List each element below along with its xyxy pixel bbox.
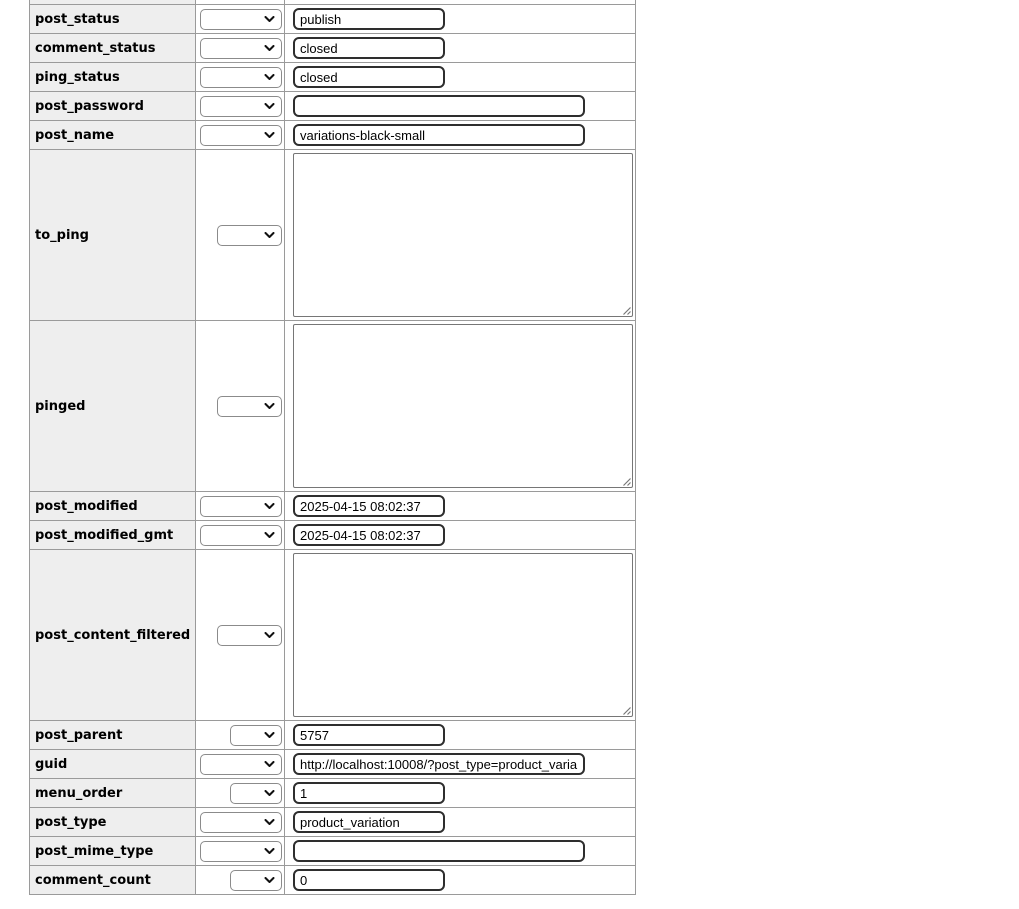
function-select[interactable]	[200, 812, 282, 833]
field-value-textarea-wrap	[293, 153, 633, 317]
function-cell	[196, 121, 285, 150]
field-label-cell	[30, 492, 196, 521]
field-label: post_password	[35, 99, 144, 114]
function-select-wrap	[230, 725, 282, 746]
field-label: guid	[35, 757, 68, 772]
field-value-input[interactable]	[293, 724, 445, 746]
field-value-textarea-wrap	[293, 324, 633, 488]
value-cell	[285, 321, 636, 492]
function-select-wrap	[200, 841, 282, 862]
function-select[interactable]	[230, 725, 282, 746]
function-select-wrap	[200, 525, 282, 546]
function-select[interactable]	[200, 9, 282, 30]
function-cell	[196, 721, 285, 750]
function-select-wrap	[217, 625, 282, 646]
resize-handle-icon[interactable]	[621, 476, 631, 486]
value-cell	[285, 808, 636, 837]
field-label: post_modified	[35, 499, 138, 514]
function-select[interactable]	[230, 783, 282, 804]
field-row	[30, 34, 636, 63]
edit-form	[29, 0, 636, 895]
function-cell	[196, 492, 285, 521]
function-cell	[196, 92, 285, 121]
field-label: post_parent	[35, 728, 123, 743]
field-value-input[interactable]	[293, 782, 445, 804]
field-row	[30, 550, 636, 721]
field-label-cell	[30, 779, 196, 808]
function-cell	[196, 5, 285, 34]
field-value-input[interactable]	[293, 95, 585, 117]
field-value-input[interactable]	[293, 753, 585, 775]
function-select-wrap	[200, 67, 282, 88]
field-row	[30, 721, 636, 750]
function-select[interactable]	[200, 67, 282, 88]
function-cell	[196, 34, 285, 63]
value-cell	[285, 5, 636, 34]
resize-handle-icon[interactable]	[621, 705, 631, 715]
function-cell	[196, 150, 285, 321]
function-cell	[196, 779, 285, 808]
field-label: post_type	[35, 815, 107, 830]
field-label: comment_count	[35, 873, 151, 888]
field-label-cell	[30, 750, 196, 779]
function-cell	[196, 521, 285, 550]
field-label-cell	[30, 837, 196, 866]
function-cell	[196, 808, 285, 837]
function-select[interactable]	[200, 96, 282, 117]
field-value-input[interactable]	[293, 869, 445, 891]
field-row	[30, 63, 636, 92]
function-select[interactable]	[200, 125, 282, 146]
function-select[interactable]	[217, 625, 282, 646]
field-value-input[interactable]	[293, 66, 445, 88]
value-cell	[285, 63, 636, 92]
field-label-cell	[30, 550, 196, 721]
function-select-wrap	[200, 754, 282, 775]
field-value-input[interactable]	[293, 811, 445, 833]
function-cell	[196, 63, 285, 92]
value-cell	[285, 866, 636, 895]
resize-handle-icon[interactable]	[621, 305, 631, 315]
function-select-wrap	[230, 870, 282, 891]
field-row	[30, 521, 636, 550]
function-select-wrap	[200, 38, 282, 59]
value-cell	[285, 721, 636, 750]
field-row	[30, 808, 636, 837]
field-row	[30, 837, 636, 866]
field-label: menu_order	[35, 786, 123, 801]
function-cell	[196, 550, 285, 721]
field-label-cell	[30, 808, 196, 837]
field-label-cell	[30, 150, 196, 321]
field-label: post_mime_type	[35, 844, 154, 859]
field-row	[30, 321, 636, 492]
field-label: post_status	[35, 12, 120, 27]
function-select[interactable]	[200, 754, 282, 775]
function-select[interactable]	[217, 225, 282, 246]
field-label-cell	[30, 34, 196, 63]
function-select[interactable]	[200, 496, 282, 517]
value-cell	[285, 150, 636, 321]
value-cell	[285, 550, 636, 721]
field-value-textarea[interactable]	[293, 553, 633, 717]
field-label-cell	[30, 866, 196, 895]
field-label-cell	[30, 92, 196, 121]
field-value-textarea[interactable]	[293, 153, 633, 317]
field-label: comment_status	[35, 41, 156, 56]
field-label-cell	[30, 521, 196, 550]
field-row	[30, 779, 636, 808]
function-select-wrap	[217, 396, 282, 417]
function-select[interactable]	[217, 396, 282, 417]
field-value-input[interactable]	[293, 840, 585, 862]
function-select[interactable]	[200, 38, 282, 59]
field-row	[30, 121, 636, 150]
field-row	[30, 5, 636, 34]
value-cell	[285, 492, 636, 521]
function-select-wrap	[200, 125, 282, 146]
function-cell	[196, 321, 285, 492]
field-label-cell	[30, 63, 196, 92]
field-label-cell	[30, 721, 196, 750]
function-select-wrap	[200, 9, 282, 30]
field-row	[30, 150, 636, 321]
field-label: post_modified_gmt	[35, 528, 174, 543]
field-label: post_name	[35, 128, 115, 143]
function-select-wrap	[200, 96, 282, 117]
field-label: pinged	[35, 399, 86, 414]
field-label-cell	[30, 321, 196, 492]
function-cell	[196, 750, 285, 779]
field-value-input[interactable]	[293, 524, 445, 546]
function-select[interactable]	[230, 870, 282, 891]
field-row	[30, 92, 636, 121]
function-select-wrap	[230, 783, 282, 804]
function-select-wrap	[200, 496, 282, 517]
field-row	[30, 492, 636, 521]
field-value-input[interactable]	[293, 8, 445, 30]
function-cell	[196, 866, 285, 895]
function-select[interactable]	[200, 841, 282, 862]
field-row	[30, 750, 636, 779]
value-cell	[285, 837, 636, 866]
field-row	[30, 866, 636, 895]
field-label-cell	[30, 5, 196, 34]
field-label: ping_status	[35, 70, 120, 85]
field-value-textarea[interactable]	[293, 324, 633, 488]
value-cell	[285, 34, 636, 63]
function-select[interactable]	[200, 525, 282, 546]
field-label: to_ping	[35, 228, 89, 243]
edit-form-table	[29, 0, 636, 895]
value-cell	[285, 92, 636, 121]
value-cell	[285, 750, 636, 779]
function-select-wrap	[217, 225, 282, 246]
field-value-input[interactable]	[293, 495, 445, 517]
value-cell	[285, 521, 636, 550]
field-value-textarea-wrap	[293, 553, 633, 717]
field-label-cell	[30, 121, 196, 150]
field-label: post_content_filtered	[35, 628, 191, 643]
field-value-input[interactable]	[293, 124, 585, 146]
function-cell	[196, 837, 285, 866]
value-cell	[285, 121, 636, 150]
function-select-wrap	[200, 812, 282, 833]
field-value-input[interactable]	[293, 37, 445, 59]
value-cell	[285, 779, 636, 808]
